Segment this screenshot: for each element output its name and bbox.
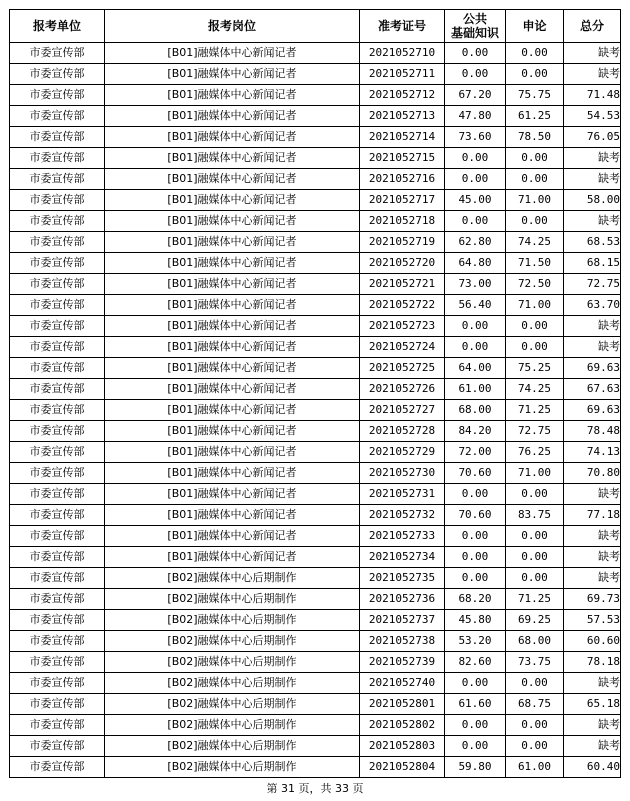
table-row: [10, 568, 621, 589]
cell-ticket: 2021052716: [360, 169, 445, 190]
cell-essay: 72.50: [506, 274, 564, 295]
cell-essay: 0.00: [506, 568, 564, 589]
cell-unit: 市委宣传部: [10, 337, 105, 358]
cell-post: [B01]融媒体中心新闻记者: [105, 547, 360, 568]
cell-total: 缺考: [564, 568, 621, 589]
table-row: [10, 694, 621, 715]
cell-unit: 市委宣传部: [10, 190, 105, 211]
cell-total: 缺考: [564, 736, 621, 757]
cell-post: [B02]融媒体中心后期制作: [105, 757, 360, 778]
table-body: [10, 43, 621, 778]
cell-ticket: 2021052714: [360, 127, 445, 148]
cell-total: 缺考: [564, 526, 621, 547]
cell-general-knowledge: 61.60: [445, 694, 506, 715]
cell-post: [B01]融媒体中心新闻记者: [105, 43, 360, 64]
cell-total: 缺考: [564, 43, 621, 64]
cell-total: 缺考: [564, 211, 621, 232]
cell-unit: 市委宣传部: [10, 505, 105, 526]
cell-post: [B02]融媒体中心后期制作: [105, 610, 360, 631]
cell-essay: 0.00: [506, 484, 564, 505]
cell-general-knowledge: 56.40: [445, 295, 506, 316]
cell-total: 68.53: [564, 232, 621, 253]
cell-post: [B01]融媒体中心新闻记者: [105, 106, 360, 127]
cell-general-knowledge: 0.00: [445, 43, 506, 64]
cell-ticket: 2021052720: [360, 253, 445, 274]
cell-essay: 73.75: [506, 652, 564, 673]
cell-essay: 75.75: [506, 85, 564, 106]
cell-general-knowledge: 0.00: [445, 568, 506, 589]
cell-post: [B01]融媒体中心新闻记者: [105, 169, 360, 190]
cell-essay: 74.25: [506, 232, 564, 253]
cell-general-knowledge: 64.80: [445, 253, 506, 274]
cell-essay: 75.25: [506, 358, 564, 379]
cell-unit: 市委宣传部: [10, 274, 105, 295]
table-row: [10, 85, 621, 106]
cell-general-knowledge: 0.00: [445, 715, 506, 736]
table-row: [10, 526, 621, 547]
table-row: [10, 610, 621, 631]
cell-general-knowledge: 0.00: [445, 64, 506, 85]
cell-general-knowledge: 73.00: [445, 274, 506, 295]
cell-total: 57.53: [564, 610, 621, 631]
cell-general-knowledge: 0.00: [445, 211, 506, 232]
table-row: [10, 211, 621, 232]
cell-total: 72.75: [564, 274, 621, 295]
cell-post: [B02]融媒体中心后期制作: [105, 568, 360, 589]
table-row: [10, 148, 621, 169]
cell-unit: 市委宣传部: [10, 463, 105, 484]
cell-essay: 71.25: [506, 400, 564, 421]
cell-total: 70.80: [564, 463, 621, 484]
cell-essay: 71.00: [506, 463, 564, 484]
table-row: [10, 253, 621, 274]
cell-post: [B01]融媒体中心新闻记者: [105, 85, 360, 106]
cell-general-knowledge: 45.80: [445, 610, 506, 631]
table-row: [10, 337, 621, 358]
cell-ticket: 2021052733: [360, 526, 445, 547]
cell-total: 63.70: [564, 295, 621, 316]
cell-total: 缺考: [564, 673, 621, 694]
cell-general-knowledge: 68.00: [445, 400, 506, 421]
cell-total: 78.18: [564, 652, 621, 673]
cell-ticket: 2021052727: [360, 400, 445, 421]
cell-unit: 市委宣传部: [10, 295, 105, 316]
cell-ticket: 2021052725: [360, 358, 445, 379]
header-ticket: 准考证号: [360, 10, 445, 43]
cell-post: [B01]融媒体中心新闻记者: [105, 442, 360, 463]
cell-essay: 71.00: [506, 295, 564, 316]
cell-unit: 市委宣传部: [10, 148, 105, 169]
cell-total: 缺考: [564, 148, 621, 169]
table-row: [10, 379, 621, 400]
cell-unit: 市委宣传部: [10, 589, 105, 610]
cell-ticket: 2021052730: [360, 463, 445, 484]
cell-essay: 0.00: [506, 337, 564, 358]
cell-total: 69.73: [564, 589, 621, 610]
cell-post: [B01]融媒体中心新闻记者: [105, 253, 360, 274]
cell-ticket: 2021052726: [360, 379, 445, 400]
cell-general-knowledge: 67.20: [445, 85, 506, 106]
cell-general-knowledge: 0.00: [445, 337, 506, 358]
cell-total: 65.18: [564, 694, 621, 715]
cell-general-knowledge: 0.00: [445, 673, 506, 694]
cell-general-knowledge: 59.80: [445, 757, 506, 778]
cell-post: [B01]融媒体中心新闻记者: [105, 526, 360, 547]
cell-total: 68.15: [564, 253, 621, 274]
cell-general-knowledge: 64.00: [445, 358, 506, 379]
table-row: [10, 589, 621, 610]
cell-unit: 市委宣传部: [10, 316, 105, 337]
cell-general-knowledge: 73.60: [445, 127, 506, 148]
cell-post: [B02]融媒体中心后期制作: [105, 652, 360, 673]
cell-post: [B01]融媒体中心新闻记者: [105, 274, 360, 295]
cell-unit: 市委宣传部: [10, 379, 105, 400]
cell-post: [B02]融媒体中心后期制作: [105, 694, 360, 715]
cell-unit: 市委宣传部: [10, 484, 105, 505]
cell-post: [B01]融媒体中心新闻记者: [105, 379, 360, 400]
cell-total: 54.53: [564, 106, 621, 127]
cell-essay: 68.75: [506, 694, 564, 715]
cell-post: [B01]融媒体中心新闻记者: [105, 127, 360, 148]
cell-ticket: 2021052710: [360, 43, 445, 64]
cell-general-knowledge: 0.00: [445, 169, 506, 190]
cell-total: 69.63: [564, 400, 621, 421]
cell-ticket: 2021052736: [360, 589, 445, 610]
table-row: [10, 106, 621, 127]
cell-ticket: 2021052732: [360, 505, 445, 526]
cell-total: 58.00: [564, 190, 621, 211]
cell-post: [B01]融媒体中心新闻记者: [105, 64, 360, 85]
cell-ticket: 2021052719: [360, 232, 445, 253]
cell-general-knowledge: 0.00: [445, 148, 506, 169]
cell-post: [B01]融媒体中心新闻记者: [105, 421, 360, 442]
cell-post: [B01]融媒体中心新闻记者: [105, 316, 360, 337]
cell-essay: 0.00: [506, 316, 564, 337]
cell-general-knowledge: 0.00: [445, 316, 506, 337]
cell-essay: 61.00: [506, 757, 564, 778]
cell-ticket: 2021052804: [360, 757, 445, 778]
table-row: [10, 652, 621, 673]
score-table: [9, 9, 621, 778]
cell-ticket: 2021052718: [360, 211, 445, 232]
cell-post: [B02]融媒体中心后期制作: [105, 631, 360, 652]
cell-unit: 市委宣传部: [10, 421, 105, 442]
cell-post: [B01]融媒体中心新闻记者: [105, 463, 360, 484]
cell-ticket: 2021052735: [360, 568, 445, 589]
cell-essay: 0.00: [506, 211, 564, 232]
table-row: [10, 757, 621, 778]
cell-general-knowledge: 0.00: [445, 526, 506, 547]
cell-essay: 0.00: [506, 547, 564, 568]
cell-general-knowledge: 70.60: [445, 505, 506, 526]
table-row: [10, 358, 621, 379]
table-row: [10, 127, 621, 148]
table-row: [10, 316, 621, 337]
cell-post: [B01]融媒体中心新闻记者: [105, 400, 360, 421]
cell-post: [B02]融媒体中心后期制作: [105, 736, 360, 757]
cell-unit: 市委宣传部: [10, 169, 105, 190]
cell-unit: 市委宣传部: [10, 610, 105, 631]
cell-total: 76.05: [564, 127, 621, 148]
cell-ticket: 2021052711: [360, 64, 445, 85]
cell-general-knowledge: 0.00: [445, 547, 506, 568]
cell-unit: 市委宣传部: [10, 673, 105, 694]
table-row: [10, 295, 621, 316]
cell-ticket: 2021052724: [360, 337, 445, 358]
cell-general-knowledge: 0.00: [445, 484, 506, 505]
table-row: [10, 64, 621, 85]
cell-general-knowledge: 0.00: [445, 736, 506, 757]
cell-unit: 市委宣传部: [10, 715, 105, 736]
cell-total: 缺考: [564, 547, 621, 568]
cell-ticket: 2021052712: [360, 85, 445, 106]
cell-essay: 61.25: [506, 106, 564, 127]
header-gk-line2: 基础知识: [450, 26, 499, 40]
cell-essay: 71.00: [506, 190, 564, 211]
cell-ticket: 2021052802: [360, 715, 445, 736]
cell-general-knowledge: 62.80: [445, 232, 506, 253]
cell-unit: 市委宣传部: [10, 232, 105, 253]
cell-unit: 市委宣传部: [10, 694, 105, 715]
header-gk-line1: 公共: [462, 12, 487, 26]
header-row: [10, 10, 621, 43]
cell-ticket: 2021052715: [360, 148, 445, 169]
cell-essay: 71.25: [506, 589, 564, 610]
cell-unit: 市委宣传部: [10, 568, 105, 589]
table-row: [10, 631, 621, 652]
cell-post: [B01]融媒体中心新闻记者: [105, 505, 360, 526]
cell-total: 69.63: [564, 358, 621, 379]
cell-ticket: 2021052728: [360, 421, 445, 442]
cell-unit: 市委宣传部: [10, 547, 105, 568]
table-row: [10, 190, 621, 211]
cell-total: 71.48: [564, 85, 621, 106]
cell-total: 74.13: [564, 442, 621, 463]
cell-essay: 83.75: [506, 505, 564, 526]
cell-essay: 76.25: [506, 442, 564, 463]
cell-essay: 0.00: [506, 715, 564, 736]
cell-total: 缺考: [564, 64, 621, 85]
cell-post: [B01]融媒体中心新闻记者: [105, 190, 360, 211]
cell-post: [B01]融媒体中心新闻记者: [105, 295, 360, 316]
table-row: [10, 232, 621, 253]
cell-general-knowledge: 47.80: [445, 106, 506, 127]
cell-essay: 71.50: [506, 253, 564, 274]
cell-essay: 0.00: [506, 43, 564, 64]
cell-essay: 74.25: [506, 379, 564, 400]
cell-ticket: 2021052713: [360, 106, 445, 127]
cell-total: 77.18: [564, 505, 621, 526]
table-row: [10, 505, 621, 526]
table-row: [10, 715, 621, 736]
table-row: [10, 169, 621, 190]
cell-unit: 市委宣传部: [10, 442, 105, 463]
table-row: [10, 421, 621, 442]
cell-general-knowledge: 61.00: [445, 379, 506, 400]
cell-ticket: 2021052721: [360, 274, 445, 295]
cell-post: [B01]融媒体中心新闻记者: [105, 358, 360, 379]
cell-essay: 0.00: [506, 169, 564, 190]
cell-ticket: 2021052717: [360, 190, 445, 211]
cell-general-knowledge: 84.20: [445, 421, 506, 442]
cell-post: [B01]融媒体中心新闻记者: [105, 211, 360, 232]
cell-total: 60.60: [564, 631, 621, 652]
cell-total: 60.40: [564, 757, 621, 778]
table-row: [10, 547, 621, 568]
cell-general-knowledge: 45.00: [445, 190, 506, 211]
cell-essay: 0.00: [506, 148, 564, 169]
cell-general-knowledge: 68.20: [445, 589, 506, 610]
cell-essay: 0.00: [506, 526, 564, 547]
cell-post: [B01]融媒体中心新闻记者: [105, 232, 360, 253]
cell-unit: 市委宣传部: [10, 211, 105, 232]
cell-ticket: 2021052729: [360, 442, 445, 463]
cell-total: 67.63: [564, 379, 621, 400]
cell-post: [B01]融媒体中心新闻记者: [105, 148, 360, 169]
cell-ticket: 2021052731: [360, 484, 445, 505]
cell-unit: 市委宣传部: [10, 526, 105, 547]
header-total: 总分: [564, 10, 621, 43]
cell-ticket: 2021052739: [360, 652, 445, 673]
cell-unit: 市委宣传部: [10, 253, 105, 274]
cell-essay: 69.25: [506, 610, 564, 631]
page-footer: 第 31 页，共 33 页: [266, 782, 364, 795]
cell-general-knowledge: 82.60: [445, 652, 506, 673]
header-post: 报考岗位: [105, 10, 360, 43]
cell-ticket: 2021052722: [360, 295, 445, 316]
cell-essay: 0.00: [506, 736, 564, 757]
cell-total: 缺考: [564, 316, 621, 337]
header-unit: 报考单位: [10, 10, 105, 43]
cell-general-knowledge: 53.20: [445, 631, 506, 652]
cell-post: [B01]融媒体中心新闻记者: [105, 337, 360, 358]
cell-essay: 0.00: [506, 64, 564, 85]
table-row: [10, 400, 621, 421]
cell-ticket: 2021052803: [360, 736, 445, 757]
cell-unit: 市委宣传部: [10, 43, 105, 64]
cell-total: 78.48: [564, 421, 621, 442]
cell-general-knowledge: 70.60: [445, 463, 506, 484]
cell-ticket: 2021052740: [360, 673, 445, 694]
cell-post: [B01]融媒体中心新闻记者: [105, 484, 360, 505]
table-row: [10, 442, 621, 463]
table-row: [10, 463, 621, 484]
cell-ticket: 2021052801: [360, 694, 445, 715]
cell-ticket: 2021052737: [360, 610, 445, 631]
cell-post: [B02]融媒体中心后期制作: [105, 673, 360, 694]
cell-unit: 市委宣传部: [10, 757, 105, 778]
cell-total: 缺考: [564, 169, 621, 190]
table-row: [10, 736, 621, 757]
table-row: [10, 43, 621, 64]
cell-essay: 72.75: [506, 421, 564, 442]
cell-unit: 市委宣传部: [10, 85, 105, 106]
cell-essay: 68.00: [506, 631, 564, 652]
cell-unit: 市委宣传部: [10, 64, 105, 85]
cell-unit: 市委宣传部: [10, 400, 105, 421]
cell-unit: 市委宣传部: [10, 736, 105, 757]
table-row: [10, 673, 621, 694]
cell-essay: 0.00: [506, 673, 564, 694]
cell-post: [B02]融媒体中心后期制作: [105, 715, 360, 736]
cell-ticket: 2021052723: [360, 316, 445, 337]
cell-post: [B02]融媒体中心后期制作: [105, 589, 360, 610]
cell-essay: 78.50: [506, 127, 564, 148]
cell-unit: 市委宣传部: [10, 358, 105, 379]
cell-total: 缺考: [564, 337, 621, 358]
cell-general-knowledge: 72.00: [445, 442, 506, 463]
cell-unit: 市委宣传部: [10, 652, 105, 673]
table-row: [10, 274, 621, 295]
cell-ticket: 2021052734: [360, 547, 445, 568]
cell-ticket: 2021052738: [360, 631, 445, 652]
header-essay: 申论: [506, 10, 564, 43]
header-general-knowledge: [445, 10, 506, 43]
cell-total: 缺考: [564, 715, 621, 736]
cell-unit: 市委宣传部: [10, 127, 105, 148]
cell-unit: 市委宣传部: [10, 631, 105, 652]
cell-total: 缺考: [564, 484, 621, 505]
cell-unit: 市委宣传部: [10, 106, 105, 127]
table-row: [10, 484, 621, 505]
